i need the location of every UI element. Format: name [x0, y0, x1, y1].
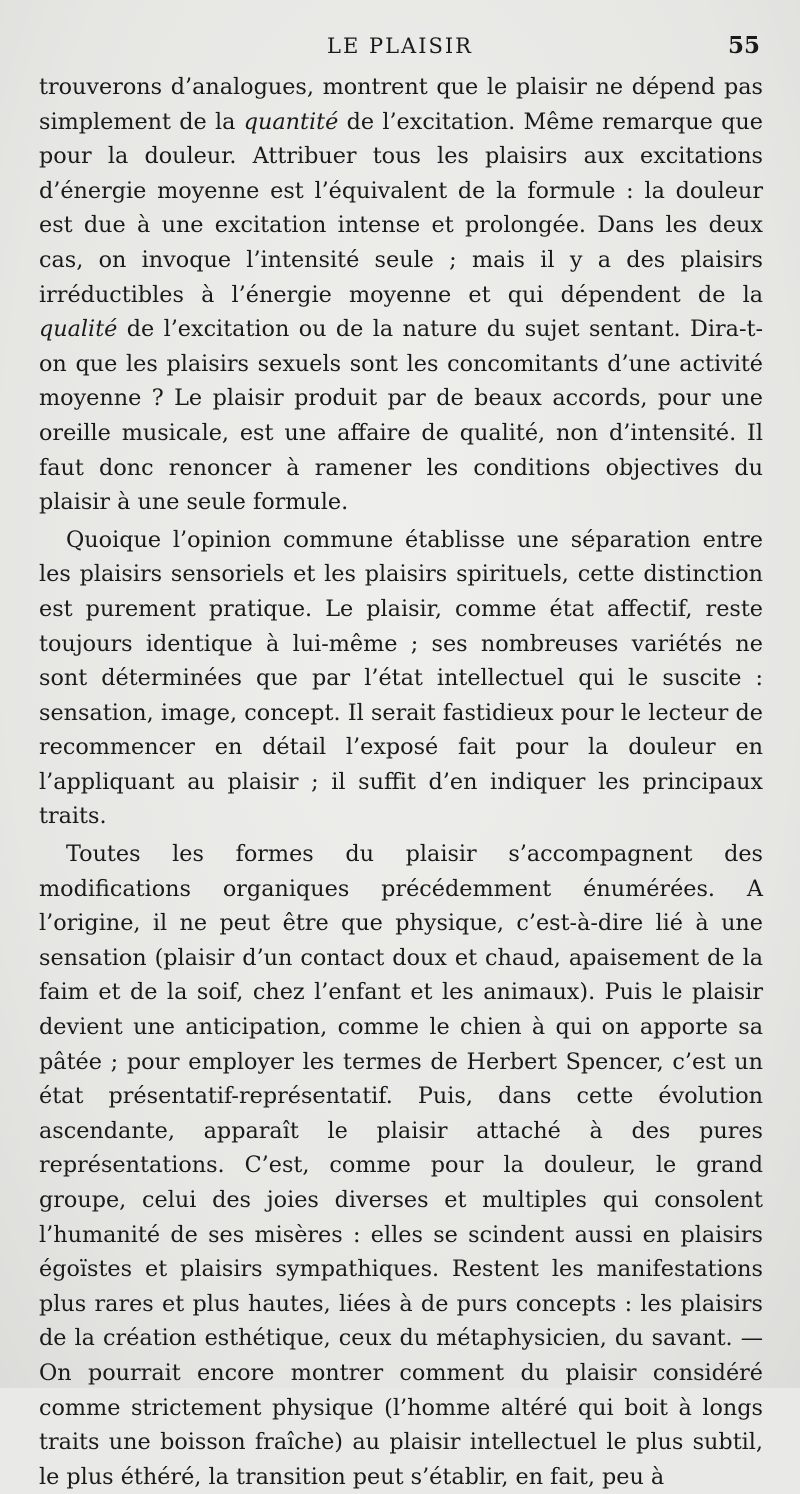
italic-word-quantite: quantité — [243, 108, 339, 135]
text-segment: Quoique l’opinion commune établisse une séparation entre les plaisirs sensoriels et les plaisirs spirituels, cette distinction est purement pratique. Le plaisir, comme état affectif, reste toujours identique à lui-même ; ses nombreuses variétés ne sont déterminées que par l’état intellectuel qui le suscite : sensation, image, concept. Il serait fastidieux pour le lecteur de recommencer en détail l’exposé fait pour la douleur en l’appliquant au plaisir ; il suffit d’en indiquer les principaux traits. — [39, 526, 763, 830]
page-number: 55 — [727, 32, 760, 59]
body-text — [39, 70, 763, 1494]
text-segment: de l’excitation. Même remarque que pour la douleur. Attribuer tous les plaisirs aux excitations d’énergie moyenne est l’équivalent de la formule : la douleur est due à une excitation intense et prolongée. Dans les deux cas, on invoque l’intensité seule ; mais il y a des plaisirs irréductibles à l’énergie moyenne et qui dépendent de la — [39, 108, 763, 308]
paragraph-3 — [39, 837, 763, 1494]
running-title: LE PLAISIR — [327, 34, 473, 58]
text-segment: trouverons d’analogues, montrent que le plaisir ne dépend pas simplement de la — [39, 74, 763, 135]
paragraph-1 — [39, 70, 763, 520]
paragraph-2 — [39, 523, 763, 834]
text-segment: de l’excitation ou de la nature du sujet sentant. Dira-t-on que les plaisirs sexuels sont les concomitants d’une activité moyenne ? Le plaisir produit par de beaux accords, pour une oreille musicale, est une affaire de qualité, non d’intensité. Il faut donc renoncer à ramener les conditions objectives du plaisir à une seule formule. — [39, 316, 763, 516]
italic-word-qualite: qualité — [39, 316, 118, 343]
text-segment: Toutes les formes du plaisir s’accompagnent des modifications organiques précédemment énumérées. A l’origine, il ne peut être que physique, c’est-à-dire lié à une sensation (plaisir d’un contact doux et chaud, apaisement de la faim et de la soif, chez l’enfant et les animaux). Puis le plaisir devient une anticipation, comme le chien à qui on apporte sa pâtée ; pour employer les termes de Herbert Spencer, c’est un état présentatif-représentatif. Puis, dans cette évolution ascendante, apparaît le plaisir attaché à des pures représentations. C’est, comme pour la douleur, le grand groupe, celui des joies diverses et multiples qui consolent l’humanité de ses misères : elles se scindent aussi en plaisirs égoïstes et plaisirs sympathiques. Restent les manifestations plus rares et plus hautes, liées à de purs concepts : les plaisirs de la création esthétique, ceux du métaphysicien, du savant. — On pourrait encore montrer comment du plaisir considéré comme strictement physique (l’homme altéré qui boit à longs traits une boisson fraîche) au plaisir intellectuel le plus subtil, le plus éthéré, la transition peut s’établir, en fait, peu à — [39, 841, 763, 1490]
